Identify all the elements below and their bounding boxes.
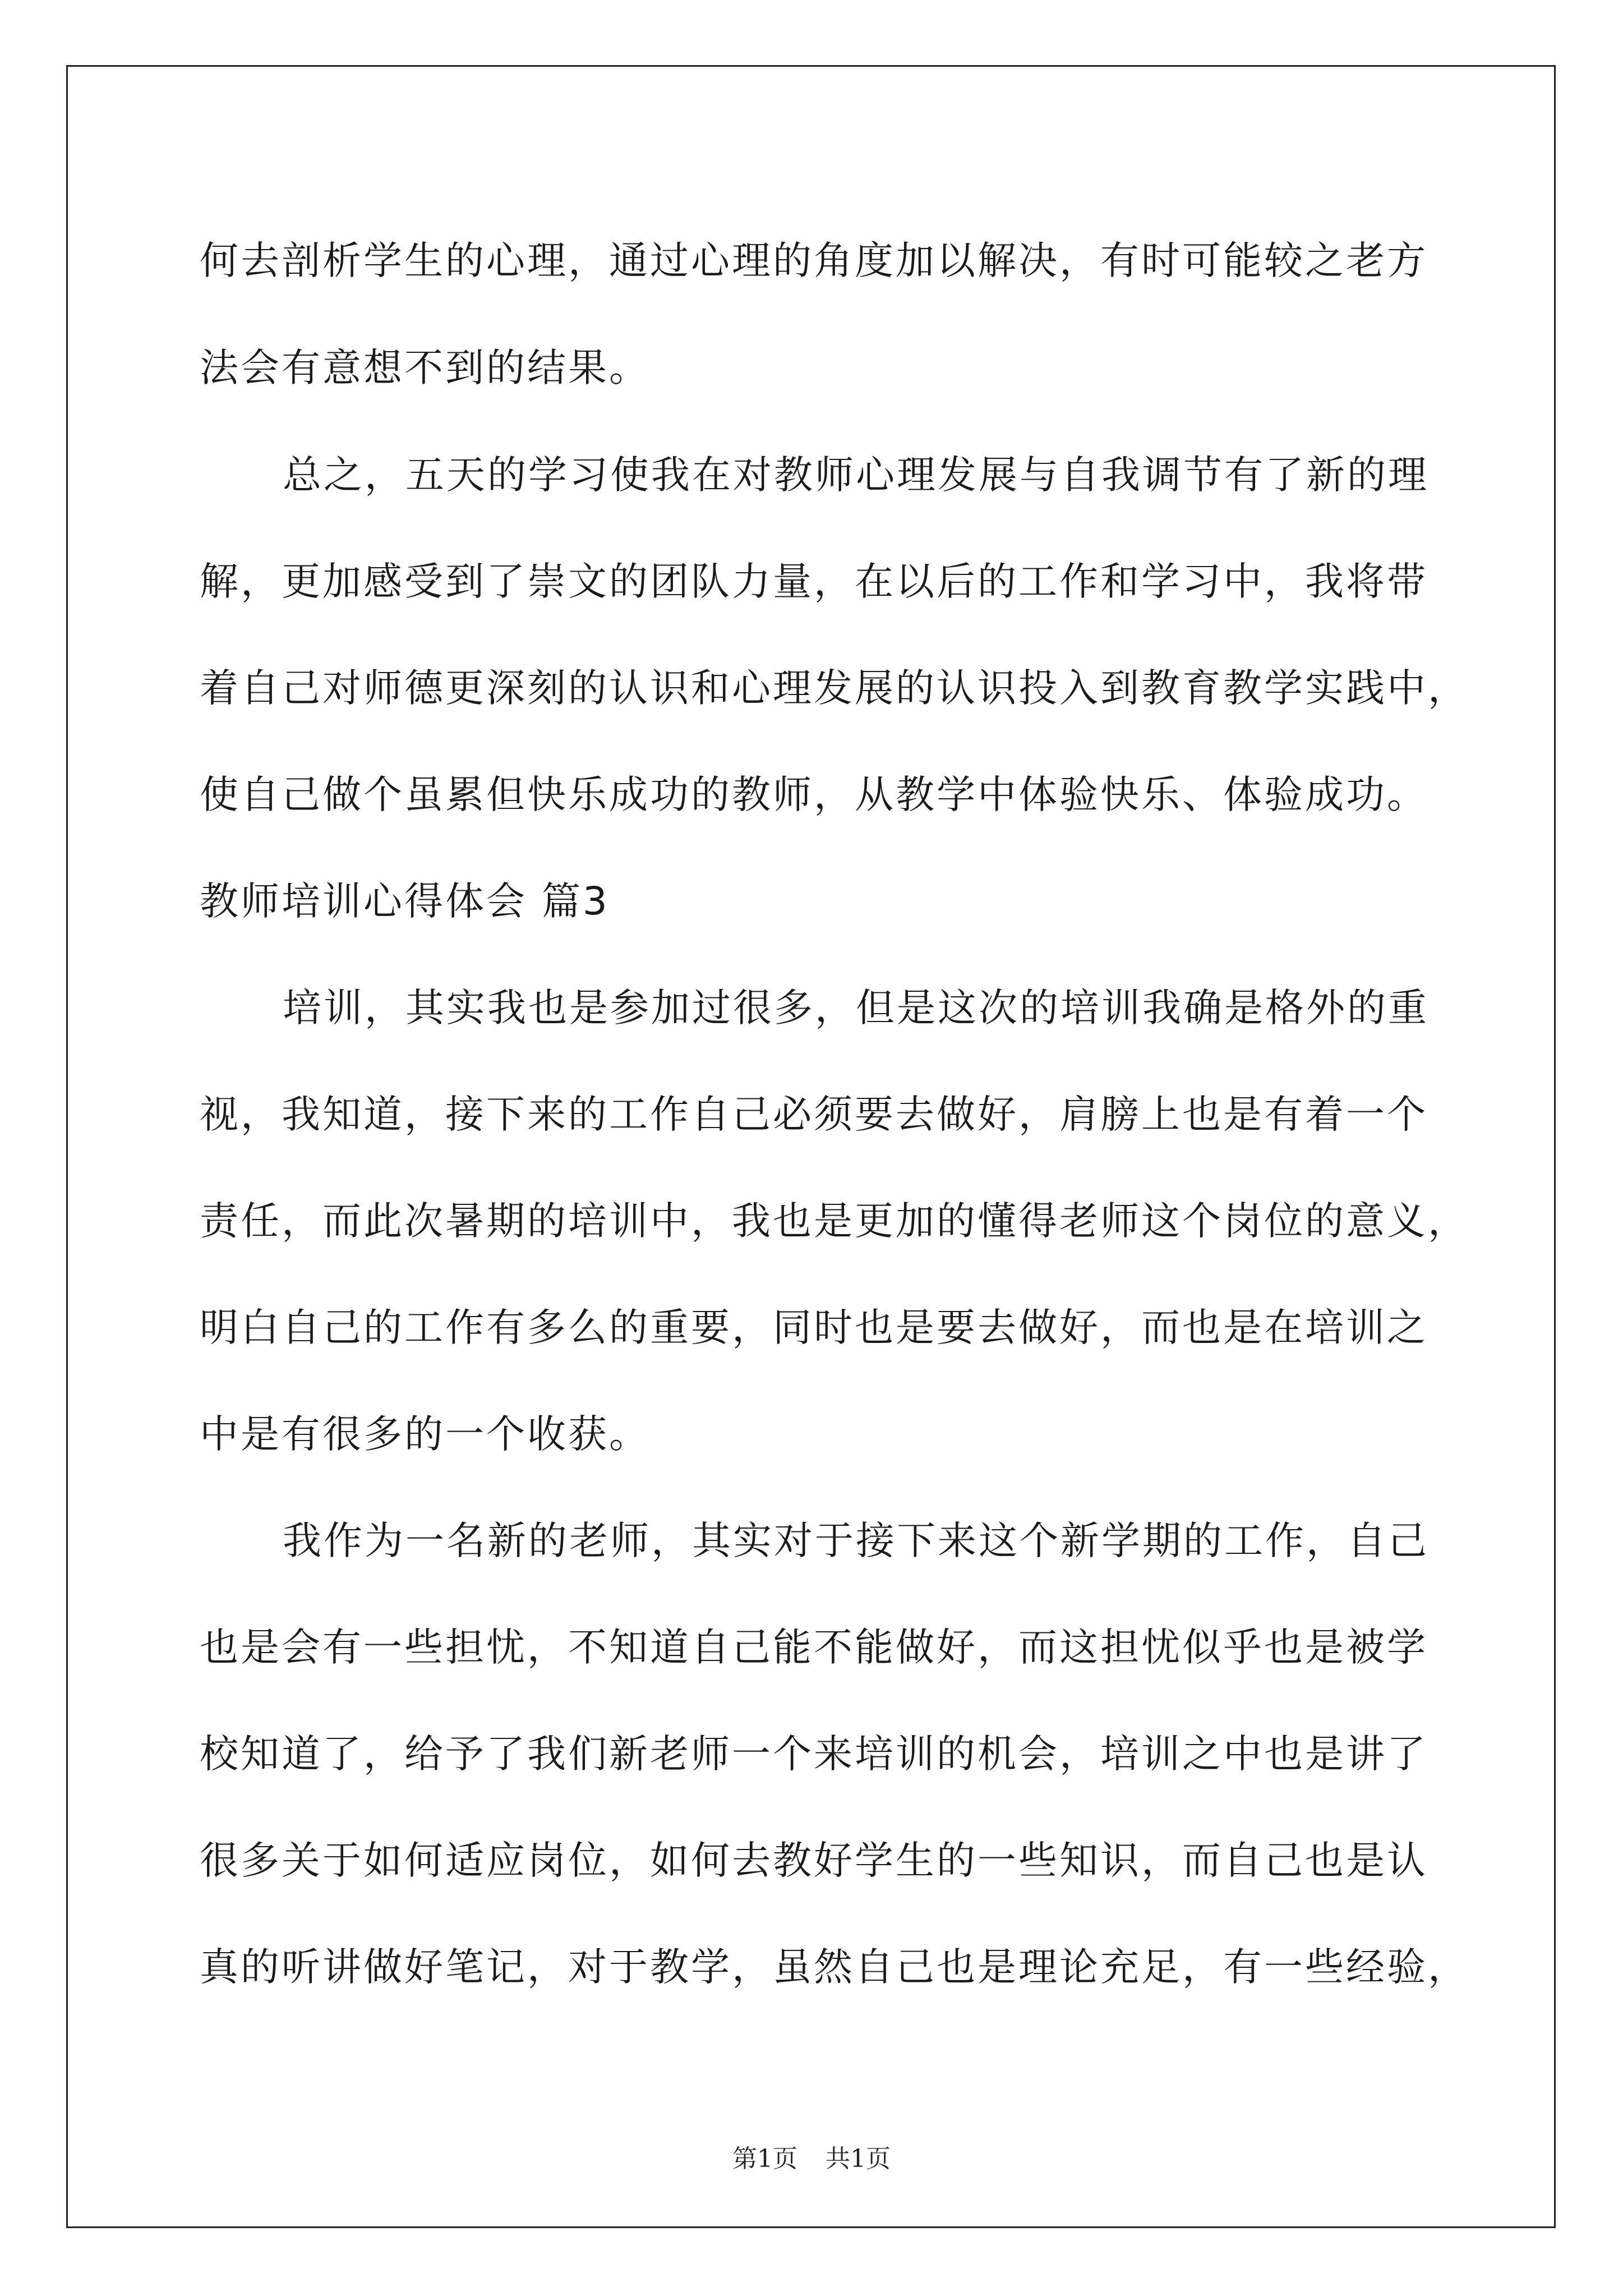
paragraph-line: 培训，其实我也是参加过很多，但是这次的培训我确是格外的重 xyxy=(283,986,1429,1030)
page-number: 第1页 xyxy=(732,2145,797,2173)
paragraph-line: 视，我知道，接下来的工作自己必须要去做好，肩膀上也是有着一个 xyxy=(200,1092,1428,1137)
paragraph-line: 真的听讲做好笔记，对于教学，虽然自己也是理论充足，有一些经验， xyxy=(200,1945,1469,1990)
paragraph-line: 校知道了，给予了我们新老师一个来培训的机会，培训之中也是讲了 xyxy=(200,1732,1428,1777)
paragraph-line: 也是会有一些担忧，不知道自己能不能做好，而这担忧似乎也是被学 xyxy=(200,1625,1428,1670)
paragraph-line: 法会有意想不到的结果。 xyxy=(200,346,650,390)
paragraph-line: 很多关于如何适应岗位，如何去教好学生的一些知识，而自己也是认 xyxy=(200,1838,1428,1883)
paragraph-line: 责任，而此次暑期的培训中，我也是更加的懂得老师这个岗位的意义， xyxy=(200,1199,1469,1244)
paragraph-line: 中是有很多的一个收获。 xyxy=(200,1412,650,1457)
document-body xyxy=(200,208,1469,2021)
page-total: 共1页 xyxy=(826,2145,891,2173)
paragraph-line: 我作为一名新的老师，其实对于接下来这个新学期的工作，自己 xyxy=(283,1519,1429,1563)
page-footer xyxy=(0,2138,1623,2174)
section-heading: 教师培训心得体会 篇3 xyxy=(200,879,610,924)
paragraph-line: 解，更加感受到了崇文的团队力量，在以后的工作和学习中，我将带 xyxy=(200,559,1428,604)
paragraph-line: 何去剖析学生的心理，通过心理的角度加以解决，有时可能较之老方 xyxy=(200,238,1428,283)
paragraph-line: 明白自己的工作有多么的重要，同时也是要去做好，而也是在培训之 xyxy=(200,1305,1428,1350)
paragraph-line: 使自己做个虽累但快乐成功的教师，从教学中体验快乐、体验成功。 xyxy=(200,772,1428,817)
paragraph-line: 总之，五天的学习使我在对教师心理发展与自我调节有了新的理 xyxy=(283,453,1429,498)
paragraph-line: 着自己对师德更深刻的认识和心理发展的认识投入到教育教学实践中， xyxy=(200,666,1469,711)
